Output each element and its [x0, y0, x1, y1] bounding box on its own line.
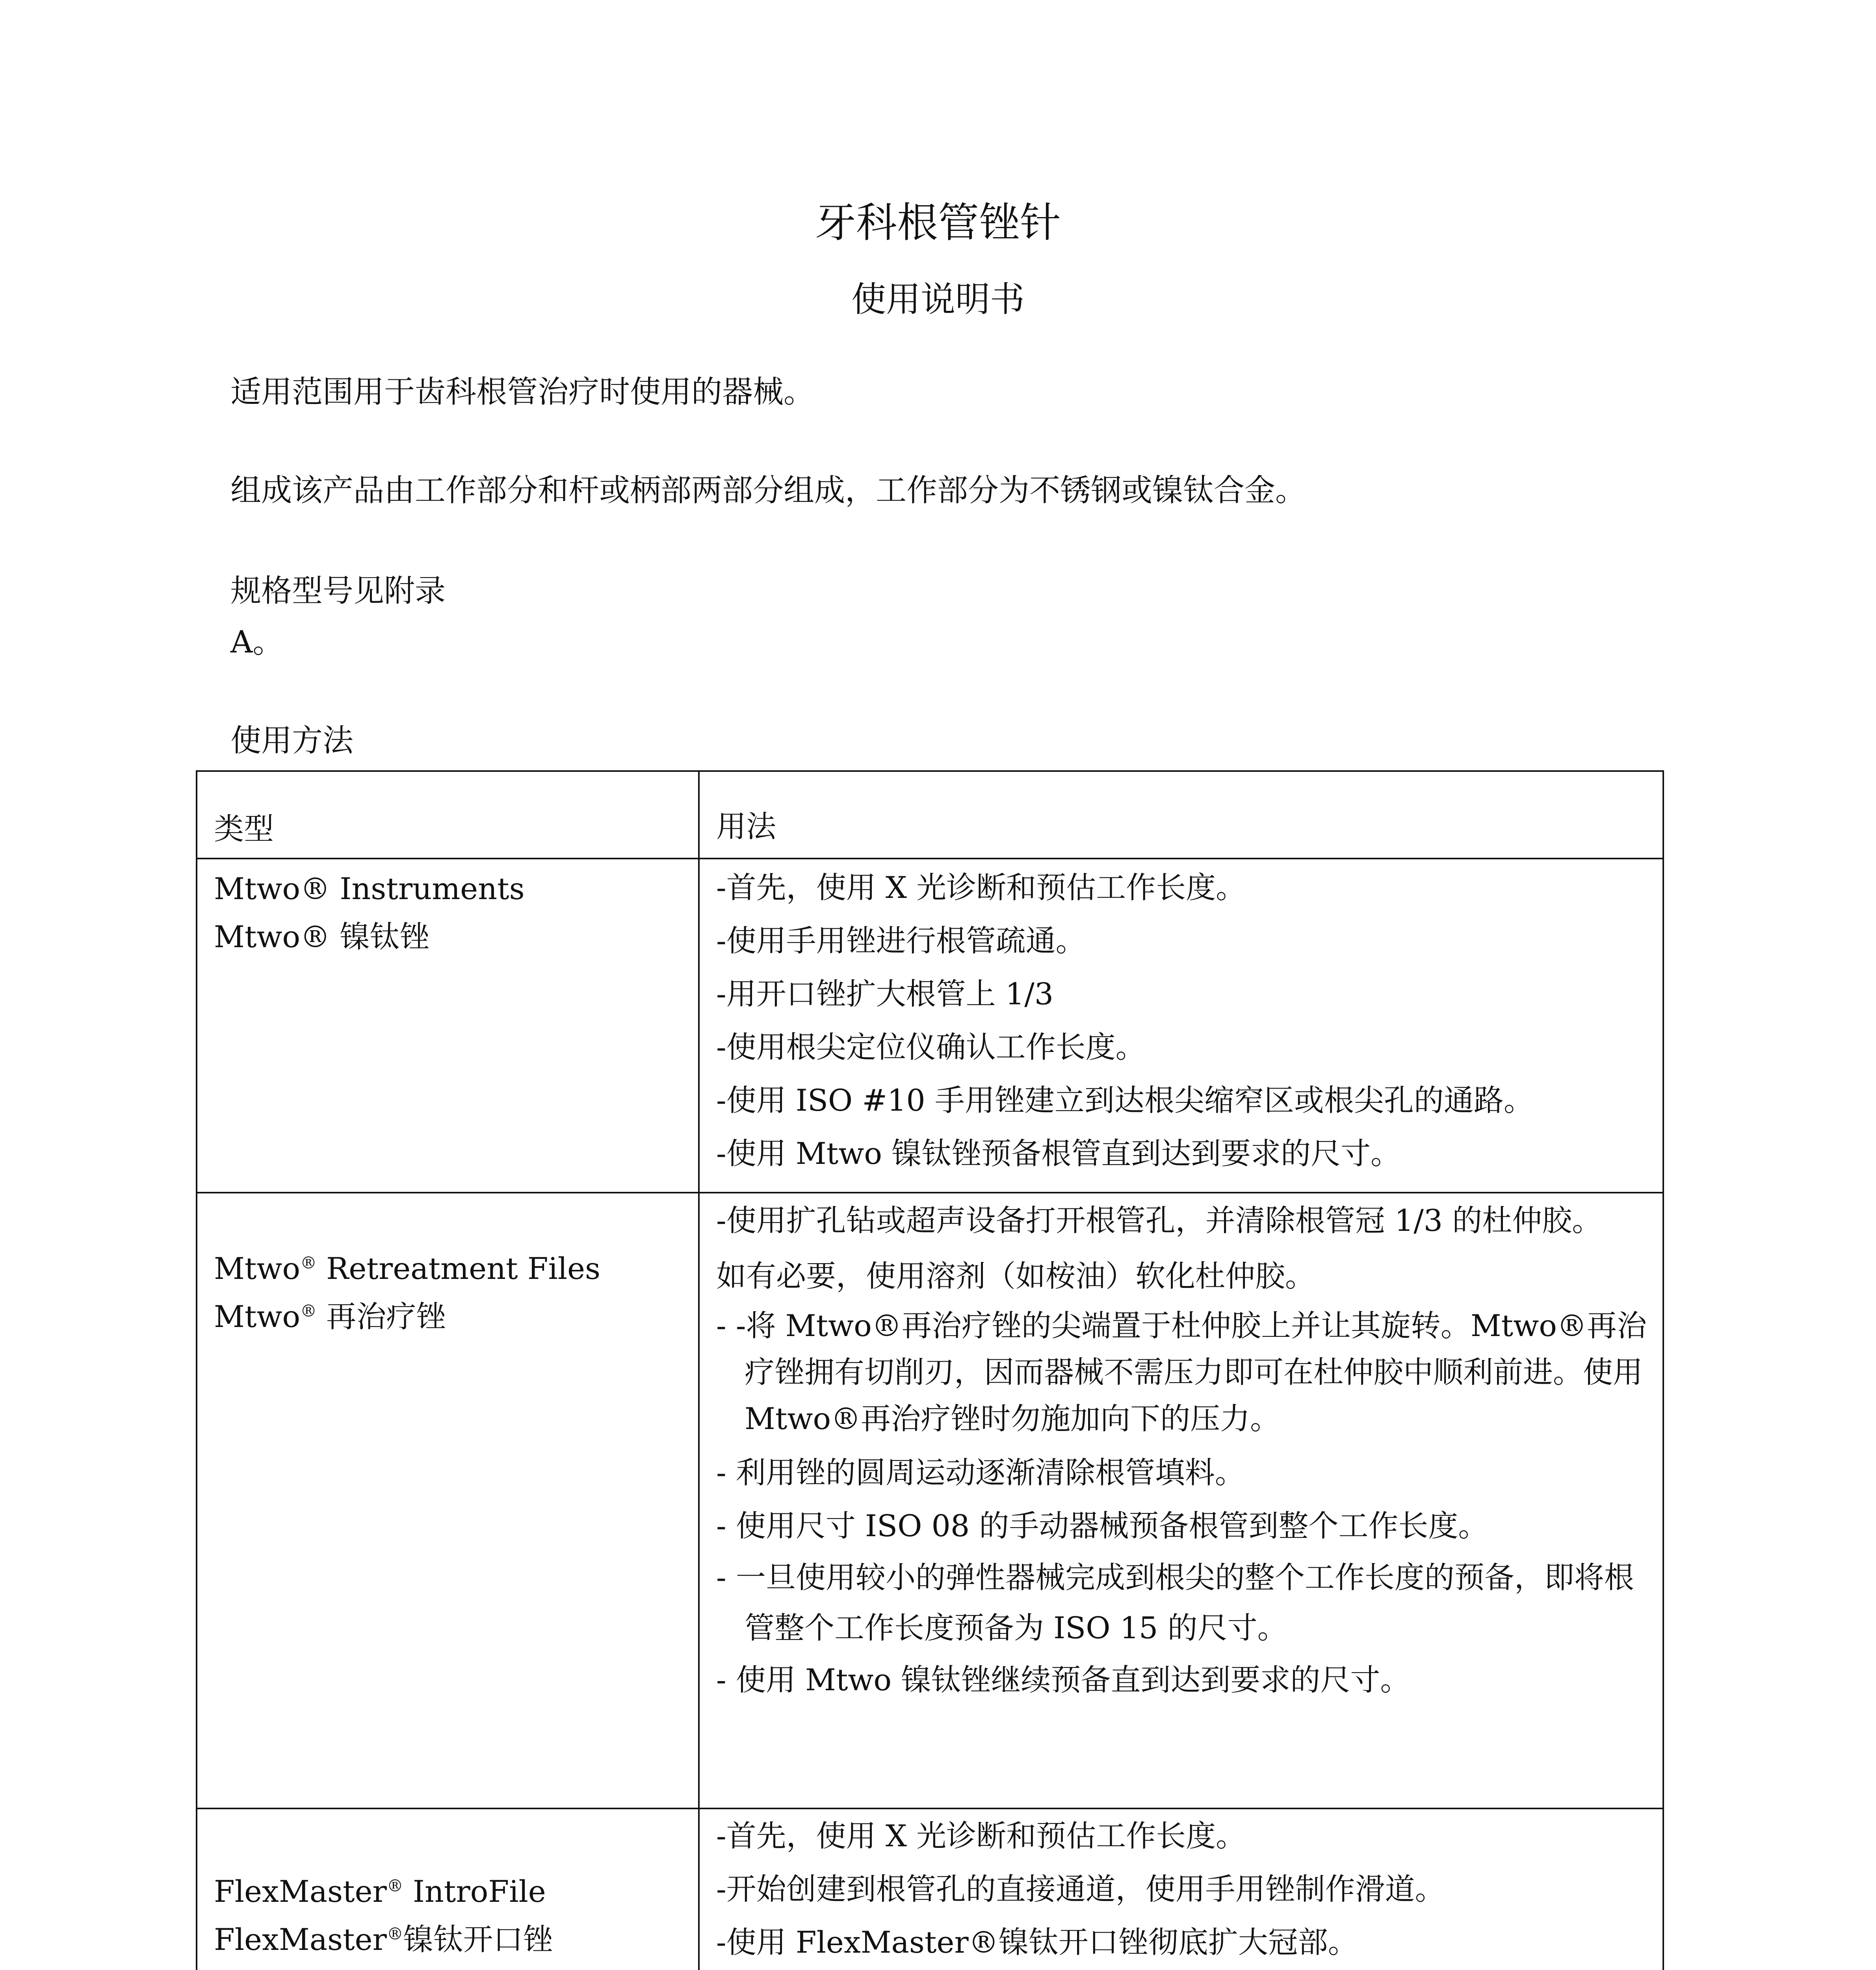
- usage-step: -首先，使用 X 光诊断和预估工作长度。: [716, 870, 1246, 905]
- usage-step: - 使用尺寸 ISO 08 的手动器械预备根管到整个工作长度。: [716, 1508, 1488, 1543]
- instrument-name-cell: [197, 1193, 700, 1808]
- usage-step: - 使用 Mtwo 镍钛锉继续预备直到达到要求的尺寸。: [716, 1662, 1410, 1697]
- usage-step: -使用 ISO #10 手用锉建立到达根尖缩窄区或根尖孔的通路。: [716, 1083, 1534, 1118]
- instrument-name-en: Mtwo® Retreatment Files: [214, 1251, 601, 1286]
- table-header-row: [197, 772, 1662, 858]
- instrument-name-zh: Mtwo® 镍钛锉: [214, 919, 430, 954]
- composition-paragraph: 组成该产品由工作部分和杆或柄部两部分组成，工作部分为不锈钢或镍钛合金。: [230, 473, 1306, 508]
- instrument-name-cell: [197, 1809, 700, 1970]
- instrument-name-en: FlexMaster® IntroFile: [214, 1874, 546, 1909]
- instrument-name-zh: FlexMaster®镍钛开口锉: [214, 1922, 553, 1957]
- usage-step: 如有必要，使用溶剂（如桉油）软化杜仲胶。: [716, 1258, 1315, 1294]
- scope-paragraph: 适用范围用于齿科根管治疗时使用的器械。: [230, 374, 815, 410]
- table-row: [197, 1808, 1662, 1970]
- table-row: [197, 1192, 1662, 1808]
- table-row: [197, 858, 1662, 1192]
- header-usage: 用法: [716, 809, 776, 844]
- document-title: 牙科根管锉针: [815, 199, 1061, 247]
- usage-step: - 一旦使用较小的弹性器械完成到根尖的整个工作长度的预备，即将根管整个工作长度预备为 ISO 15 的尺寸。: [716, 1560, 1634, 1645]
- usage-step: -使用 Mtwo 镍钛锉预备根管直到达到要求的尺寸。: [716, 1136, 1401, 1171]
- usage-step: -使用扩孔钻或超声设备打开根管孔，并清除根管冠 1/3 的杜仲胶。: [716, 1203, 1602, 1238]
- usage-cell: [700, 1809, 1662, 1970]
- usage-step: - -将 Mtwo®再治疗锉的尖端置于杜仲胶上并让其旋转。Mtwo®再治疗锉拥有切削刃，因而器械不需压力即可在杜仲胶中顺利前进。使用 Mtwo®再治疗锉时勿施加向下的压力。: [716, 1308, 1647, 1436]
- usage-step: -开始创建到根管孔的直接通道，使用手用锉制作滑道。: [716, 1872, 1445, 1907]
- usage-cell: [700, 1193, 1662, 1808]
- instrument-name-zh: Mtwo® 再治疗锉: [214, 1299, 446, 1334]
- instrument-name-cell: [197, 859, 700, 1192]
- usage-heading: 使用方法: [230, 723, 354, 758]
- usage-step: - 利用锉的圆周运动逐渐清除根管填料。: [716, 1455, 1245, 1490]
- document-subtitle: 使用说明书: [851, 279, 1025, 320]
- header-type: 类型: [197, 772, 700, 858]
- usage-step: -使用 FlexMaster®镍钛开口锉彻底扩大冠部。: [716, 1925, 1358, 1960]
- usage-cell: [700, 859, 1662, 1192]
- spec-paragraph-line1: 规格型号见附录: [230, 573, 446, 609]
- instrument-name-en: Mtwo® Instruments: [214, 871, 525, 906]
- usage-step: -使用手用锉进行根管疏通。: [716, 923, 1086, 958]
- usage-table: [196, 770, 1664, 1970]
- usage-step: -首先，使用 X 光诊断和预估工作长度。: [716, 1818, 1246, 1853]
- usage-step: -使用根尖定位仪确认工作长度。: [716, 1030, 1146, 1065]
- usage-step: -用开口锉扩大根管上 1/3: [716, 976, 1054, 1011]
- spec-paragraph-line2: A。: [230, 624, 284, 660]
